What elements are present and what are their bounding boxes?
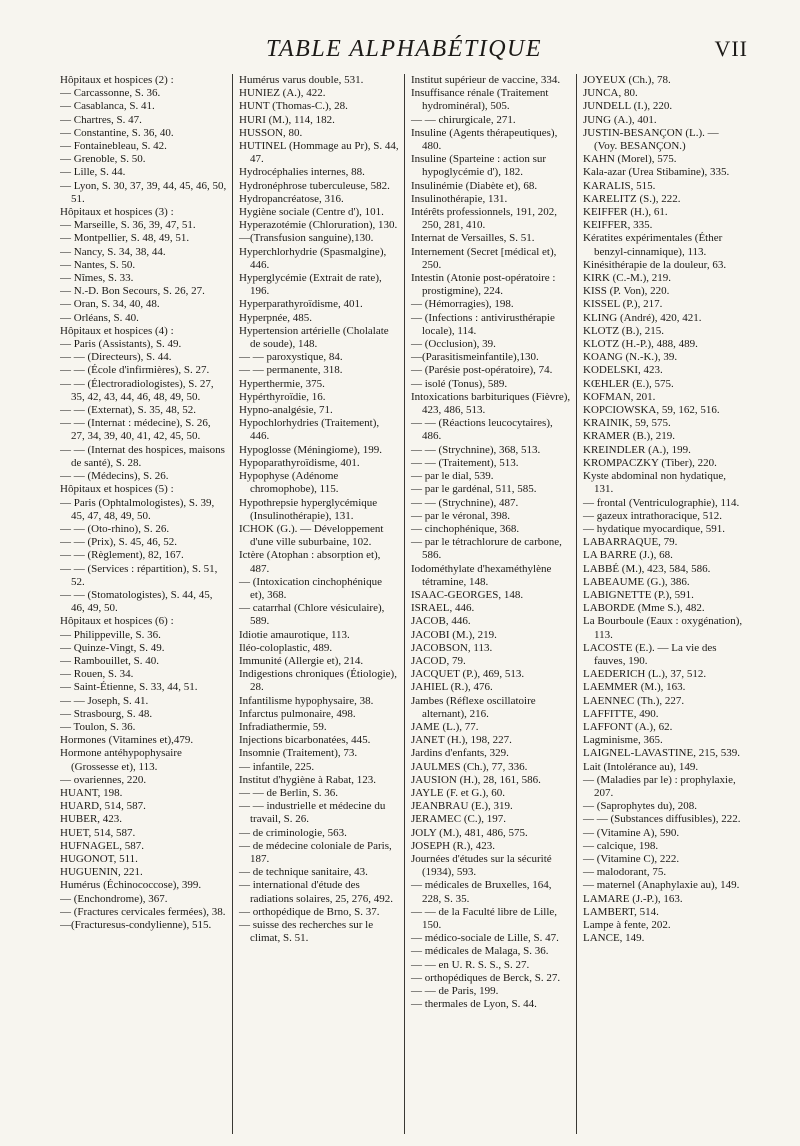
index-entry: Iléo-coloplastic, 489. <box>239 641 333 654</box>
index-entry: — — (Services : répartition), S. 51, 52. <box>60 562 218 588</box>
index-entry: — orthopédiques de Berck, S. 27. <box>411 971 561 984</box>
page-header <box>60 36 748 70</box>
index-entry: Hypochlorhydries (Traitement), 446. <box>239 417 380 443</box>
index-entry: — Casablanca, S. 41. <box>60 100 155 113</box>
index-entry: HUTINEL (Hommage au Pr), S. 44, 47. <box>239 140 399 166</box>
index-entry: Indigestions chroniques (Étiologie), 28. <box>239 668 397 694</box>
index-entry: — — industrielle et médecine du travail, S. 26. <box>239 800 386 826</box>
index-entry: — Nantes, S. 50. <box>60 258 136 271</box>
index-entry: KOFMAN, 201. <box>583 390 656 403</box>
index-entry: — Nîmes, S. 33. <box>60 272 134 285</box>
index-entry: ISRAEL, 446. <box>411 602 475 615</box>
index-entry: Jardins d'enfants, 329. <box>411 747 509 760</box>
index-entry: — — en U. R. S. S., S. 27. <box>411 958 530 971</box>
index-entry: Hydropancréatose, 316. <box>239 192 344 205</box>
index-entry: KOPCIOWSKA, 59, 162, 516. <box>583 404 720 417</box>
index-entry: — — (Strychnine), 487. <box>411 496 519 509</box>
index-entry: Hôpitaux et hospices (5) : <box>60 483 174 496</box>
index-entry: Jambes (Réflexe oscillatoire alternant), 216. <box>411 694 536 720</box>
index-entry: LAEDERICH (L.), 37, 512. <box>583 668 707 681</box>
index-entry: HUGUENIN, 221. <box>60 866 143 879</box>
index-entry: — Chartres, S. 47. <box>60 113 142 126</box>
index-entry: — gazeux intrathoracique, 512. <box>583 509 722 522</box>
index-entry: Hyperglycémie (Extrait de rate), 196. <box>239 272 382 298</box>
index-entry: LANCE, 149. <box>583 932 645 945</box>
index-entry: — — (Strychnine), 368, 513. <box>411 443 541 456</box>
index-entry: Infradiathermie, 59. <box>239 720 327 733</box>
index-entry: Insuffisance rénale (Traitement hydrominéral), 505. <box>411 87 549 113</box>
index-entry: ISAAC-GEORGES, 148. <box>411 588 524 601</box>
index-entry: — (Parésie post-opératoire), 74. <box>411 364 553 377</box>
index-entry: JACOBSON, 113. <box>411 641 493 654</box>
index-entry: LAFFITTE, 490. <box>583 707 659 720</box>
index-entry: — orthopédique de Brno, S. 37. <box>239 905 380 918</box>
index-entry: Hyperthermie, 375. <box>239 377 325 390</box>
index-entry: — Toulon, S. 36. <box>60 720 136 733</box>
index-entry: KRAMER (B.), 219. <box>583 430 675 443</box>
index-entry: LAIGNEL-LAVASTINE, 215, 539. <box>583 747 740 760</box>
index-entry: — par le gardénal, 511, 585. <box>411 483 537 496</box>
index-entry: Insomnie (Traitement), 73. <box>239 747 358 760</box>
index-entry: Hyperparathyroïdisme, 401. <box>239 298 363 311</box>
index-entry: Hôpitaux et hospices (2) : <box>60 74 174 86</box>
index-entry: — (Vitamine C), 222. <box>583 852 680 865</box>
index-entry: HUNT (Thomas-C.), 28. <box>239 100 348 113</box>
index-entry: Hypertension artérielle (Cholalate de soude), 148. <box>239 324 389 351</box>
index-entry: Intérêts professionnels, 191, 202, 250, 281, 410. <box>411 206 558 232</box>
index-entry: HUET, 514, 587. <box>60 826 136 839</box>
index-entry: HUANT, 198. <box>60 786 123 799</box>
index-entry: Institut d'hygiène à Rabat, 123. <box>239 773 377 786</box>
index-entry: — (Fractures cervicales fermées), 38. <box>60 905 226 918</box>
index-entry: — — (Externat), S. 35, 48, 52. <box>60 404 196 417</box>
index-entry: Insuline (Sparteine : action sur hypoglycémie d'), 182. <box>411 153 547 179</box>
index-entry: Institut supérieur de vaccine, 334. <box>411 74 561 86</box>
index-entry: — international d'étude des radiations solaires, 25, 276, 492. <box>239 879 393 905</box>
index-entry: — — Joseph, S. 41. <box>60 694 149 707</box>
index-entry: — de technique sanitaire, 43. <box>239 866 368 879</box>
index-entry: — Lyon, S. 30, 37, 39, 44, 45, 46, 50, 51. <box>60 179 227 205</box>
index-entry: Hypérthyroïdie, 16. <box>239 390 326 403</box>
index-entry: Idiotie amaurotique, 113. <box>239 628 350 641</box>
index-entry: Insulinothérapie, 131. <box>411 192 508 205</box>
index-entry: Hôpitaux et hospices (4) : <box>60 324 174 337</box>
index-entry: JOYEUX (Ch.), 78. <box>583 74 671 86</box>
index-entry: Hydrocéphalies internes, 88. <box>239 166 365 179</box>
index-entry: HURI (M.), 114, 182. <box>239 113 335 126</box>
index-entry: — Nancy, S. 34, 38, 44. <box>60 245 166 258</box>
index-entry: — — (Internat des hospices, maisons de santé), S. 28. <box>60 443 225 469</box>
index-entry: KARALIS, 515. <box>583 179 656 192</box>
index-entry: — thermales de Lyon, S. 44. <box>411 998 537 1011</box>
index-entry: — ovariennes, 220. <box>60 773 147 786</box>
index-entry: Hormone antéhypophysaire (Grossesse et), 113. <box>60 747 182 773</box>
index-entry: Hydronéphrose tuberculeuse, 582. <box>239 179 390 192</box>
index-entry: KIRK (C.-M.), 219. <box>583 272 671 285</box>
index-entry: LAFFONT (A.), 62. <box>583 720 673 733</box>
index-entry: ICHOK (G.). — Développement d'une ville suburbaine, 102. <box>239 522 384 549</box>
index-entry: Hyperpnée, 485. <box>239 311 313 324</box>
index-entry: — — (Réactions leucocytaires), 486. <box>411 417 553 443</box>
index-entry: KLOTZ (B.), 215. <box>583 324 664 337</box>
index-entry: Journées d'études sur la sécurité (1934), 593. <box>411 852 552 879</box>
index-entry: LABIGNETTE (P.), 591. <box>583 588 694 601</box>
index-entry: JOLY (M.), 481, 486, 575. <box>411 826 528 839</box>
index-entry: — Grenoble, S. 50. <box>60 153 146 166</box>
index-entry: —(Fracturesus-condylienne), 515. <box>60 919 212 931</box>
index-entry: KRAINIK, 59, 575. <box>583 417 671 430</box>
index-entry: JOSEPH (R.), 423. <box>411 839 496 852</box>
index-entry: Lampe à fente, 202. <box>583 919 671 931</box>
index-entry: Intestin (Atonie post-opératoire : prostigmine), 224. <box>411 272 556 298</box>
index-entry: — — (Stomatologistes), S. 44, 45, 46, 49, 50. <box>60 588 213 615</box>
index-entry: — médico-sociale de Lille, S. 47. <box>411 932 559 945</box>
index-entry: LAMARE (J.-P.), 163. <box>583 892 683 905</box>
index-entry: HUARD, 514, 587. <box>60 800 146 813</box>
index-entry: LACOSTE (E.). — La vie des fauves, 190. <box>583 641 717 667</box>
index-entry: Hypno-analgésie, 71. <box>239 404 333 417</box>
index-entry: JAYLE (F. et G.), 60. <box>411 786 506 799</box>
index-entry: —(Parasitismeinfantile),130. <box>411 351 539 364</box>
index-entry: — — (Directeurs), S. 44. <box>60 351 172 364</box>
index-entry: HUGONOT, 511. <box>60 852 138 865</box>
index-entry: — de médecine coloniale de Paris, 187. <box>239 839 392 865</box>
index-entry: Insuline (Agents thérapeutiques), 480. <box>411 126 558 153</box>
index-entry: Hyperazotémie (Chloruration), 130. <box>239 219 398 232</box>
index-entry: — — (Substances diffusibles), 222. <box>583 813 741 826</box>
index-entry: JUSTIN-BESANÇON (L.). — (Voy. BESANÇON.) <box>583 126 719 153</box>
index-entry: JUNG (A.), 401. <box>583 113 657 126</box>
index-entry: — (Saprophytes du), 208. <box>583 800 697 813</box>
index-entry: — maternel (Anaphylaxie au), 149. <box>583 879 740 892</box>
index-entry: — suisse des recherches sur le climat, S. 51. <box>239 919 374 945</box>
index-entry: — — de Paris, 199. <box>411 985 499 998</box>
index-entry: — Lille, S. 44. <box>60 166 126 179</box>
index-entry: — N.-D. Bon Secours, S. 26, 27. <box>60 285 205 298</box>
index-entry: JAUSION (H.), 28, 161, 586. <box>411 773 541 786</box>
index-entry: — — (Traitement), 513. <box>411 456 519 469</box>
index-entry: JACOD, 79. <box>411 654 466 667</box>
index-entry: LAEMMER (M.), 163. <box>583 681 686 694</box>
index-entry: LAENNEC (Th.), 227. <box>583 694 685 707</box>
index-entry: Intoxications barbituriques (Fièvre), 423, 486, 513. <box>411 390 571 417</box>
index-entry: KODELSKI, 423. <box>583 364 663 377</box>
index-column-4 <box>576 74 748 1134</box>
index-entry: Iodométhylate d'hexaméthylène tétramine, 148. <box>411 562 552 588</box>
index-entry: — (Maladies par le) : prophylaxie, 207. <box>583 773 736 799</box>
index-entry: Hypoparathyroïdisme, 401. <box>239 456 360 469</box>
index-entry: Humérus (Échinococcose), 399. <box>60 879 202 892</box>
index-entry: — — permanente, 318. <box>239 364 343 377</box>
index-entry: — Marseille, S. 36, 39, 47, 51. <box>60 219 196 232</box>
index-entry: — Orléans, S. 40. <box>60 311 139 324</box>
index-entry: — — (Règlement), 82, 167. <box>60 549 184 562</box>
index-entry: JUNCA, 80. <box>583 87 638 100</box>
index-columns <box>60 74 750 1134</box>
index-entry: KEIFFER (H.), 61. <box>583 206 668 219</box>
index-entry: — Constantine, S. 36, 40. <box>60 126 174 139</box>
index-entry: KEIFFER, 335. <box>583 219 653 232</box>
index-entry: KISSEL (P.), 217. <box>583 298 663 311</box>
index-entry: — médicales de Bruxelles, 164, 228, S. 35. <box>411 879 552 905</box>
index-entry: — — (Oto-rhino), S. 26. <box>60 522 170 535</box>
index-entry: — — de la Faculté libre de Lille, 150. <box>411 905 558 931</box>
index-entry: Insulinémie (Diabète et), 68. <box>411 179 538 192</box>
index-entry: — par le tétrachlorure de carbone, 586. <box>411 536 562 562</box>
index-entry: — hydatique myocardique, 591. <box>583 522 726 535</box>
index-entry: LABARRAQUE, 79. <box>583 536 678 549</box>
index-entry: — (Intoxication cinchophénique et), 368. <box>239 575 382 601</box>
index-entry: Humérus varus double, 531. <box>239 74 364 86</box>
index-entry: — Paris (Assistants), S. 49. <box>60 338 182 351</box>
index-entry: Internement (Secret [médical et), 250. <box>411 245 557 271</box>
index-entry: HUBER, 423. <box>60 813 123 826</box>
index-entry: — — (Prix), S. 45, 46, 52. <box>60 536 178 549</box>
index-entry: JERAMEC (C.), 197. <box>411 813 507 826</box>
index-entry: — Fontainebleau, S. 42. <box>60 140 167 153</box>
index-entry: — (Hémorragies), 198. <box>411 298 514 311</box>
index-entry: — — (Médecins), S. 26. <box>60 470 169 483</box>
index-entry: Infarctus pulmonaire, 498. <box>239 707 356 720</box>
index-entry: Hôpitaux et hospices (3) : <box>60 206 174 219</box>
index-entry: JAHIEL (R.), 476. <box>411 681 493 694</box>
index-column-1 <box>60 74 232 1134</box>
index-entry: — Rambouillet, S. 40. <box>60 654 159 667</box>
index-entry: — Paris (Ophtalmologistes), S. 39, 45, 47, 48, 49, 50. <box>60 496 215 522</box>
index-entry: Kinésithérapie de la douleur, 63. <box>583 258 727 271</box>
index-entry: Lait (Intolérance au), 149. <box>583 760 699 773</box>
index-entry: KISS (P. Von), 220. <box>583 285 670 298</box>
index-entry: Injections bicarbonatées, 445. <box>239 734 371 747</box>
index-entry: KAHN (Morel), 575. <box>583 153 677 166</box>
index-entry: Hôpitaux et hospices (6) : <box>60 615 174 628</box>
index-entry: LABEAUME (G.), 386. <box>583 575 690 588</box>
index-entry: Hygiène sociale (Centre d'), 101. <box>239 206 384 219</box>
index-entry: — de criminologie, 563. <box>239 826 347 839</box>
page-number: VII <box>714 36 748 61</box>
index-entry: — (Enchondrome), 367. <box>60 892 168 905</box>
index-entry: KLOTZ (H.-P.), 488, 489. <box>583 338 698 351</box>
index-entry: JANET (H.), 198, 227. <box>411 734 512 747</box>
index-entry: — Philippeville, S. 36. <box>60 628 161 641</box>
index-entry: Immunité (Allergie et), 214. <box>239 654 364 667</box>
index-entry: JAULMES (Ch.), 77, 336. <box>411 760 528 773</box>
index-entry: — (Infections : antivirusthérapie locale), 114. <box>411 311 555 337</box>
index-entry: Hypoglosse (Méningiome), 199. <box>239 443 382 456</box>
index-entry: — Quinze-Vingt, S. 49. <box>60 641 165 654</box>
index-entry: HUSSON, 80. <box>239 126 303 139</box>
index-entry: — cinchophénique, 368. <box>411 522 520 535</box>
index-entry: — par le véronal, 398. <box>411 509 510 522</box>
index-entry: LABBÉ (M.), 423, 584, 586. <box>583 562 711 575</box>
index-entry: — Saint-Étienne, S. 33, 44, 51. <box>60 681 198 694</box>
index-entry: Hyperchlorhydrie (Spasmalgine), 446. <box>239 245 387 271</box>
index-entry: — médicales de Malaga, S. 36. <box>411 945 549 958</box>
index-entry: Hypophyse (Adénome chromophobe), 115. <box>239 470 339 496</box>
index-entry: LAMBERT, 514. <box>583 905 659 918</box>
index-entry: — par le dial, 539. <box>411 470 494 483</box>
index-entry: — — paroxystique, 84. <box>239 351 343 364</box>
index-entry: JACQUET (P.), 469, 513. <box>411 668 525 681</box>
index-entry: — catarrhal (Chlore vésiculaire), 589. <box>239 602 385 628</box>
index-entry: Internat de Versailles, S. 51. <box>411 232 535 245</box>
index-entry: La Bourboule (Eaux : oxygénation), 113. <box>583 615 743 641</box>
index-entry: Ictère (Atophan : absorption et), 487. <box>239 549 381 575</box>
index-entry: JUNDELL (I.), 220. <box>583 100 673 113</box>
index-entry: — infantile, 225. <box>239 760 315 773</box>
index-entry: LA BARRE (J.), 68. <box>583 549 673 562</box>
index-entry: Hormones (Vitamines et),479. <box>60 734 194 747</box>
index-entry: Lagminisme, 365. <box>583 734 663 747</box>
index-entry: — — chirurgicale, 271. <box>411 113 516 126</box>
index-entry: Infantilisme hypophysaire, 38. <box>239 694 374 707</box>
index-entry: JACOB, 446. <box>411 615 471 628</box>
index-entry: — — (Internat : médecine), S. 26, 27, 34, 39, 40, 41, 42, 45, 50. <box>60 417 211 443</box>
index-column-3 <box>404 74 576 1134</box>
index-entry: KOANG (N.-K.), 39. <box>583 351 678 364</box>
index-entry: — malodorant, 75. <box>583 866 667 879</box>
index-entry: Kyste abdominal non hydatique, 131. <box>583 470 726 496</box>
index-entry: — — (Électroradiologistes), S. 27, 35, 42, 43, 44, 46, 48, 49, 50. <box>60 377 214 403</box>
index-entry: HUFNAGEL, 587. <box>60 839 145 852</box>
index-entry: Hypothrepsie hyperglycémique (Insulinothérapie), 131. <box>239 496 378 522</box>
index-entry: — Rouen, S. 34. <box>60 668 134 681</box>
index-entry: JACOBI (M.), 219. <box>411 628 497 641</box>
index-entry: KLING (André), 420, 421. <box>583 311 702 324</box>
index-entry: — isolé (Tonus), 589. <box>411 377 508 390</box>
index-entry: JEANBRAU (E.), 319. <box>411 800 513 813</box>
index-entry: — (Occlusion), 39. <box>411 338 496 351</box>
index-entry: HUNIEZ (A.), 422. <box>239 87 326 100</box>
page-title: TABLE ALPHABÉTIQUE <box>265 36 543 62</box>
index-column-2 <box>232 74 404 1134</box>
index-entry: Kératites expérimentales (Éther benzyl-cinnamique), 113. <box>583 232 723 258</box>
index-entry: LABORDE (Mme S.), 482. <box>583 602 705 615</box>
index-entry: — calcique, 198. <box>583 839 659 852</box>
index-entry: — — (École d'infirmières), S. 27. <box>60 364 210 377</box>
index-entry: KARELITZ (S.), 222. <box>583 192 681 205</box>
index-entry: — Oran, S. 34, 40, 48. <box>60 298 160 311</box>
index-entry: KREINDLER (A.), 199. <box>583 443 691 456</box>
index-entry: — frontal (Ventriculographie), 114. <box>583 496 740 509</box>
index-entry: —(Transfusion sanguine),130. <box>239 232 374 245</box>
index-entry: JAME (L.), 77. <box>411 720 479 733</box>
index-entry: KŒHLER (E.), 575. <box>583 377 674 390</box>
index-entry: — Carcassonne, S. 36. <box>60 87 161 100</box>
index-entry: — (Vitamine A), 590. <box>583 826 680 839</box>
index-entry: Kala-azar (Urea Stibamine), 335. <box>583 166 730 179</box>
index-entry: KROMPACZKY (Tiber), 220. <box>583 456 717 469</box>
index-entry: — Strasbourg, S. 48. <box>60 707 153 720</box>
index-entry: — — de Berlin, S. 36. <box>239 786 338 799</box>
index-entry: — Montpellier, S. 48, 49, 51. <box>60 232 190 245</box>
